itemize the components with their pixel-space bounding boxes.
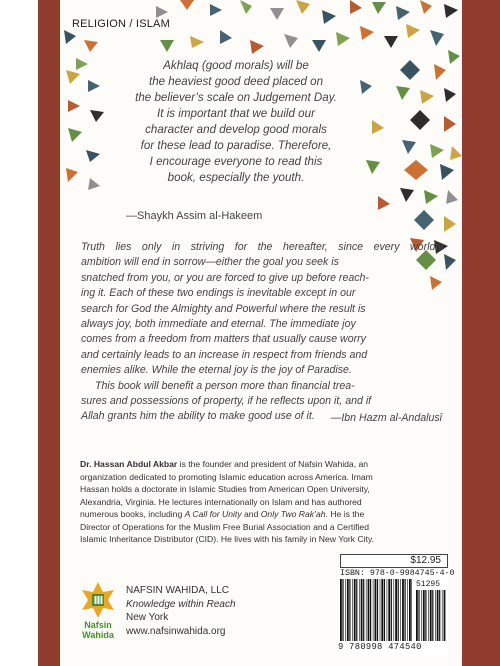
publisher-star-icon: [78, 580, 118, 620]
publisher-tagline: Knowledge within Reach: [126, 598, 236, 610]
isbn-barcode: [338, 569, 455, 657]
quote-line: This book will benefit a person more than financial trea-: [95, 379, 355, 392]
book-title: A Call for Unity: [184, 509, 242, 519]
quote-line: the heaviest good deed placed on: [148, 75, 324, 88]
left-spine-band: [38, 0, 62, 666]
publisher-city: New York: [126, 612, 169, 623]
book-title: Only Two Rak’ah: [260, 509, 326, 519]
barcode-bars: [340, 579, 412, 641]
quote-line: enemies alike. While the eternal joy is the joy of Paradise.: [81, 364, 352, 377]
quote-line: the believer’s scale on Judgement Day.: [135, 91, 337, 104]
quote-line: Akhlaq (good morals) will be: [163, 59, 309, 72]
publisher-block: [78, 580, 278, 650]
quote-line: Allah grants him the ability to make good use of it.: [81, 410, 315, 423]
quote-line: for these lead to paradise. Therefore,: [140, 139, 332, 152]
back-cover: [60, 0, 462, 666]
quote-line: ambition will end in sorrow—either the goal you seek is: [81, 256, 339, 269]
price-code: 51295: [416, 580, 441, 589]
publisher-name: NAFSIN WAHIDA, LLC: [126, 585, 229, 596]
author-bio: Dr. Hassan Abdul Akbar is the founder and president of Nafsin Wahida, an organization dedicated to promoting Islamic education across America. Imam Hassan holds a doctorate in Islamic Studies from American Open University, Alexandria, Virginia. He lectures internationally on Islam and has authored numerous books, including A Call for Unity and Only Two Rak’ah. He is the Director of Operations for the Muslim Free Burial Association and a Certified Islamic Inheritance Distributor (CID). He lives with his family in New York City.: [80, 459, 375, 544]
left-edge: [0, 0, 40, 666]
quote-line: ing it. Each of these two endings is inevitable except in our: [81, 287, 356, 300]
publisher-website: www.nafsinwahida.org: [126, 625, 226, 637]
category-label: RELIGION / ISLAM: [72, 18, 170, 30]
quote-line: Truth lies only in striving for the hereafter, since every worldly: [81, 241, 443, 253]
quote-line: comes from a freedom from matters that usually cause worry: [81, 333, 366, 346]
quote-line: character and develop good morals: [145, 123, 327, 136]
isbn-number: 9 780998 474540: [338, 642, 422, 652]
barcode-addon-bars: [416, 590, 446, 641]
quote-line: book, especially the youth.: [167, 171, 305, 184]
price-label: $12.95: [340, 554, 448, 568]
endorsement-quote: [86, 58, 386, 186]
quote-line: always joy, both immediate and eternal. The immediate joy: [81, 318, 356, 331]
quote-line: It is important that we build our: [157, 107, 315, 120]
epigraph-quote: [81, 240, 443, 425]
endorsement-attribution: —Shaykh Assim al-Hakeem: [126, 210, 263, 222]
publisher-logo: Nafsin Wahida: [78, 580, 118, 644]
right-spine-band: [460, 0, 500, 666]
quote-line: and certainly leads to an increase in respect from friends and: [81, 348, 368, 361]
quote-line: I encourage everyone to read this: [149, 155, 323, 168]
quote-line: sures and possessions of property, if he reflects upon it, and if: [81, 395, 372, 408]
epigraph-attribution: —Ibn Hazm al-Andalusī: [330, 412, 442, 424]
quote-line: snatched from you, or you are forced to give up before reach-: [81, 271, 369, 284]
isbn-text: ISBN: 978-0-9984745-4-0: [340, 569, 455, 578]
author-name: Dr. Hassan Abdul Akbar: [80, 459, 178, 469]
quote-line: search for God the Almighty and Powerful where the result is: [81, 302, 366, 315]
publisher-info: [126, 584, 236, 638]
